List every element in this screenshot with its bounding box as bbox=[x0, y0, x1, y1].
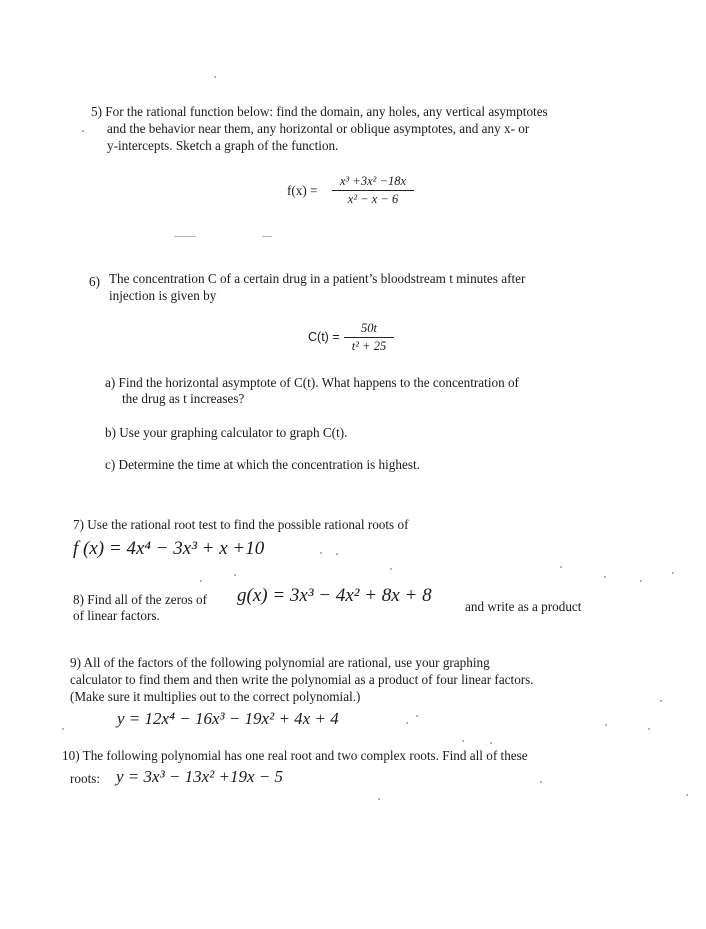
scan-speck bbox=[672, 572, 674, 574]
scan-speck bbox=[640, 580, 642, 582]
scan-speck bbox=[200, 580, 202, 582]
q6-denominator: t² + 25 bbox=[351, 339, 387, 353]
q6-label: 6) bbox=[89, 274, 100, 289]
scan-speck bbox=[378, 798, 380, 800]
scan-speck bbox=[560, 566, 562, 568]
scan-speck bbox=[660, 700, 662, 702]
stray-mark bbox=[262, 236, 272, 237]
q9-line-1: 9) All of the factors of the following polynomial are rational, use your graphing bbox=[70, 655, 490, 670]
scan-speck bbox=[214, 76, 216, 78]
q5-line-3: y-intercepts. Sketch a graph of the function. bbox=[107, 138, 339, 153]
q8-suffix: and write as a product bbox=[465, 599, 582, 614]
q5-function-lhs: f(x) = bbox=[287, 183, 318, 198]
q9-line-3: (Make sure it multiplies out to the correct polynomial.) bbox=[70, 689, 361, 704]
q6-function-lhs: C(t) = bbox=[308, 330, 340, 344]
q6-numerator: 50t bbox=[361, 321, 377, 335]
q6-part-a-line-2: the drug as t increases? bbox=[122, 391, 245, 406]
scan-speck bbox=[540, 781, 542, 783]
q10-formula: y = 3x³ − 13x² +19x − 5 bbox=[116, 767, 284, 786]
scan-speck bbox=[605, 724, 607, 726]
scan-speck bbox=[416, 715, 418, 717]
scan-speck bbox=[82, 130, 84, 132]
q6-fraction bbox=[344, 321, 394, 354]
q5-numerator: x³ +3x² −18x bbox=[339, 174, 406, 188]
scan-speck bbox=[320, 552, 322, 554]
scan-speck bbox=[336, 553, 338, 555]
q6-part-b: b) Use your graphing calculator to graph C(t). bbox=[105, 425, 348, 440]
q7-formula: f (x) = 4x⁴ − 3x³ + x +10 bbox=[73, 538, 265, 559]
q8-prefix: 8) Find all of the zeros of bbox=[73, 592, 208, 607]
q9-line-2: calculator to find them and then write the polynomial as a product of four linear factors. bbox=[70, 672, 534, 687]
q6-fraction-bar bbox=[344, 337, 394, 338]
scan-speck bbox=[234, 574, 236, 576]
q6-line-2: injection is given by bbox=[109, 288, 217, 303]
q5-denominator: x² − x − 6 bbox=[347, 192, 399, 206]
q7-line-1: 7) Use the rational root test to find the possible rational roots of bbox=[73, 517, 409, 532]
q6-line-1: The concentration C of a certain drug in a patient’s bloodstream t minutes after bbox=[109, 271, 526, 286]
scan-speck bbox=[686, 794, 688, 796]
q6-part-c: c) Determine the time at which the concentration is highest. bbox=[105, 457, 420, 472]
scan-speck bbox=[648, 728, 650, 730]
scan-speck bbox=[62, 728, 64, 730]
q5-line-2: and the behavior near them, any horizontal or oblique asymptotes, and any x- or bbox=[107, 121, 530, 136]
scan-speck bbox=[604, 576, 606, 578]
q8-formula: g(x) = 3x³ − 4x² + 8x + 8 bbox=[237, 585, 432, 606]
scan-speck bbox=[406, 722, 408, 724]
q10-line-1: 10) The following polynomial has one real root and two complex roots. Find all of these bbox=[62, 748, 528, 763]
q5-line-1: 5) For the rational function below: find the domain, any holes, any vertical asymptotes bbox=[91, 104, 548, 119]
stray-mark bbox=[174, 236, 196, 237]
scan-speck bbox=[490, 742, 492, 744]
q9-formula: y = 12x⁴ − 16x³ − 19x² + 4x + 4 bbox=[117, 709, 339, 728]
q8-line-2: of linear factors. bbox=[73, 608, 160, 623]
q6-part-a-line-1: a) Find the horizontal asymptote of C(t). What happens to the concentration of bbox=[105, 375, 519, 390]
q5-fraction-bar bbox=[332, 190, 414, 191]
scan-speck bbox=[462, 740, 464, 742]
scan-speck bbox=[390, 568, 392, 570]
q10-prefix: roots: bbox=[70, 771, 101, 786]
q5-fraction bbox=[332, 174, 414, 207]
